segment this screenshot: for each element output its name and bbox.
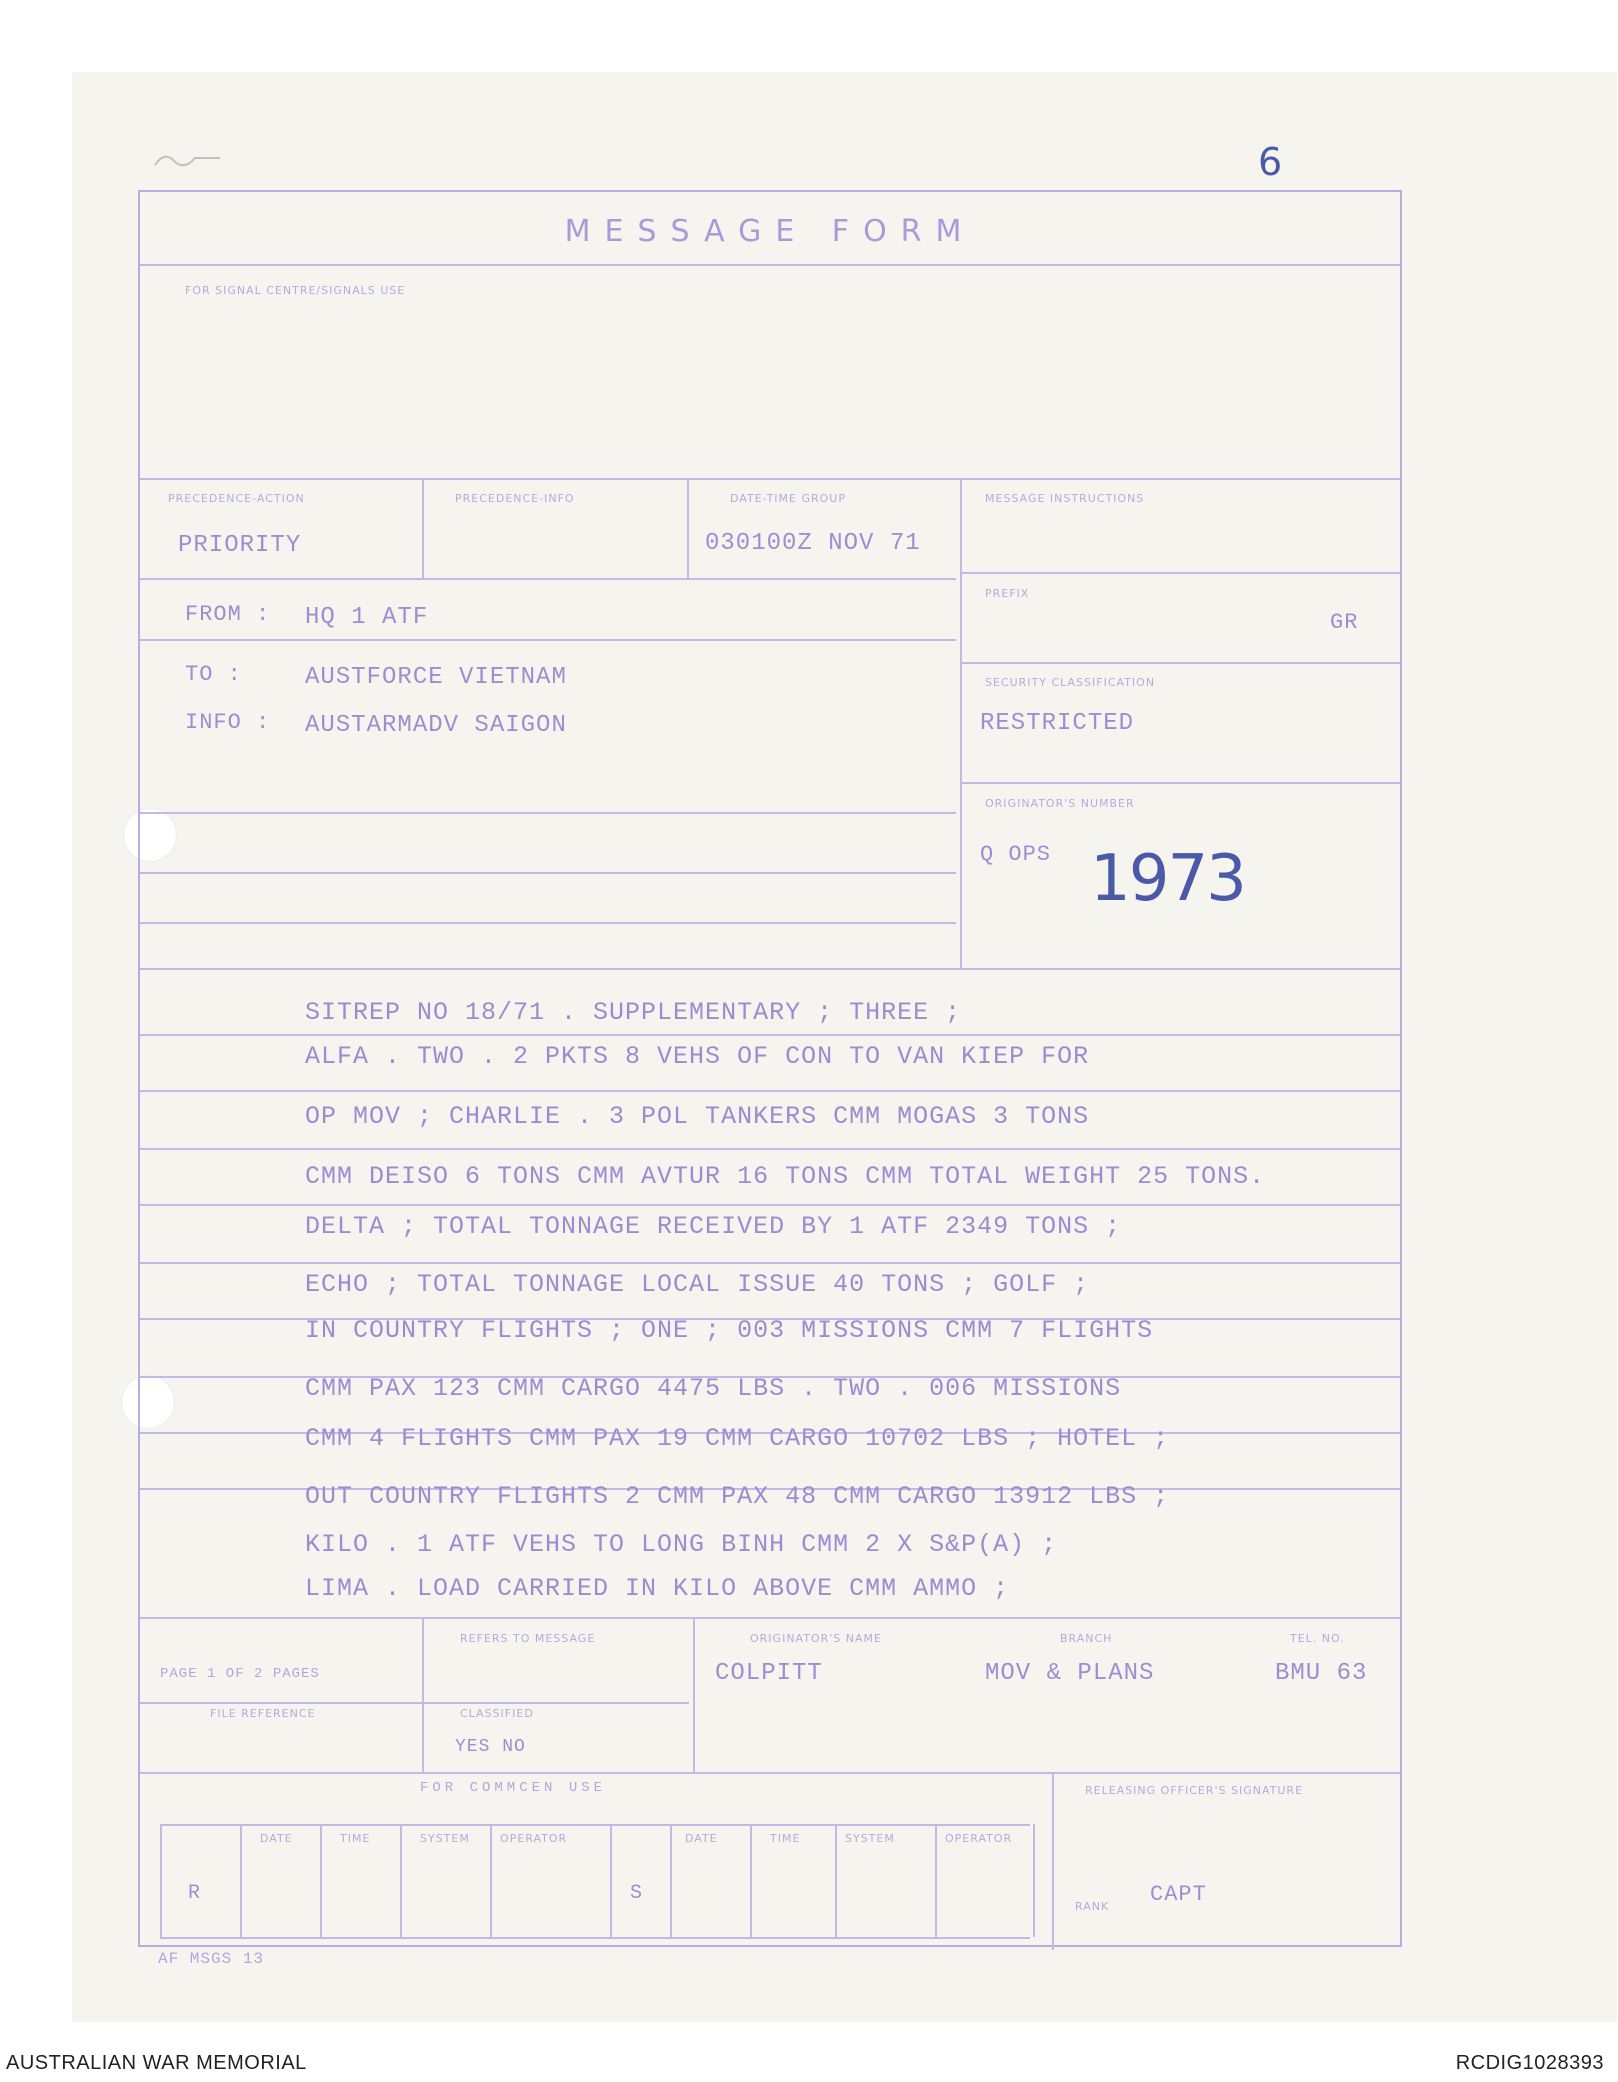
rank-label: RANK: [1075, 1900, 1110, 1913]
originators-name-value: COLPITT: [715, 1660, 823, 1687]
message-line: KILO . 1 ATF VEHS TO LONG BINH CMM 2 X S&P(A) ;: [305, 1530, 1058, 1559]
to-value: AUSTFORCE VIETNAM: [305, 664, 567, 691]
prefix-label: PREFIX: [985, 587, 1030, 600]
message-line: LIMA . LOAD CARRIED IN KILO ABOVE CMM AMMO ;: [305, 1574, 1010, 1603]
classified-label: CLASSIFIED: [460, 1707, 534, 1720]
log-header-date-r: DATE: [260, 1832, 293, 1845]
form-code: AF MSGS 13: [158, 1950, 265, 1968]
log-side-r: R: [188, 1882, 202, 1905]
log-header-operator-s: OPERATOR: [945, 1832, 1013, 1845]
originators-number-value: Q OPS: [980, 842, 1052, 867]
form-title: MESSAGE FORM: [564, 214, 976, 249]
message-line: CMM 4 FLIGHTS CMM PAX 19 CMM CARGO 10702 LBS ; HOTEL ;: [305, 1424, 1170, 1453]
rank-value: CAPT: [1150, 1882, 1207, 1907]
branch-label: BRANCH: [1060, 1632, 1113, 1645]
page-number: 6: [1258, 140, 1283, 184]
message-line: CMM DEISO 6 TONS CMM AVTUR 16 TONS CMM TOTAL WEIGHT 25 TONS.: [305, 1162, 1266, 1191]
originators-number-label: ORIGINATOR'S NUMBER: [985, 797, 1135, 810]
message-instructions-label: MESSAGE INSTRUCTIONS: [985, 492, 1145, 505]
tel-no-label: TEL. NO.: [1290, 1632, 1345, 1645]
log-header-system-r: SYSTEM: [420, 1832, 470, 1845]
refers-to-message-label: REFERS TO MESSAGE: [460, 1632, 596, 1645]
precedence-info-label: PRECEDENCE-INFO: [455, 492, 575, 505]
corner-scribble-icon: [150, 140, 230, 180]
from-label: FROM :: [185, 602, 271, 627]
branch-value: MOV & PLANS: [985, 1660, 1155, 1687]
message-line: OUT COUNTRY FLIGHTS 2 CMM PAX 48 CMM CARGO 13912 LBS ;: [305, 1482, 1170, 1511]
message-line: ALFA . TWO . 2 PKTS 8 VEHS OF CON TO VAN KIEP FOR: [305, 1042, 1090, 1071]
message-line: IN COUNTRY FLIGHTS ; ONE ; 003 MISSIONS CMM 7 FLIGHTS: [305, 1316, 1154, 1345]
message-line: SITREP NO 18/71 . SUPPLEMENTARY ; THREE ;: [305, 998, 962, 1027]
log-header-operator-r: OPERATOR: [500, 1832, 568, 1845]
classified-options: YES NO: [455, 1737, 526, 1757]
from-value: HQ 1 ATF: [305, 604, 429, 631]
dtg-label: DATE-TIME GROUP: [730, 492, 846, 505]
log-header-system-s: SYSTEM: [845, 1832, 895, 1845]
message-line: OP MOV ; CHARLIE . 3 POL TANKERS CMM MOGAS 3 TONS: [305, 1102, 1090, 1131]
prefix-value: GR: [1330, 610, 1359, 635]
info-label: INFO :: [185, 710, 271, 735]
page-of-value: PAGE 1 OF 2 PAGES: [160, 1666, 320, 1682]
precedence-action-label: PRECEDENCE-ACTION: [168, 492, 305, 505]
commcen-label: FOR COMMCEN USE: [420, 1780, 607, 1796]
info-value: AUSTARMADV SAIGON: [305, 712, 567, 739]
message-line: ECHO ; TOTAL TONNAGE LOCAL ISSUE 40 TONS ; GOLF ;: [305, 1270, 1090, 1299]
tel-no-value: BMU 63: [1275, 1660, 1368, 1687]
originators-name-label: ORIGINATOR'S NAME: [750, 1632, 882, 1645]
to-label: TO :: [185, 662, 242, 687]
dtg-value: 030100Z NOV 71: [705, 530, 921, 557]
message-line: DELTA ; TOTAL TONNAGE RECEIVED BY 1 ATF 2349 TONS ;: [305, 1212, 1122, 1241]
signals-use-label: FOR SIGNAL CENTRE/SIGNALS USE: [185, 284, 406, 297]
precedence-action-value: PRIORITY: [178, 532, 302, 559]
footer-left: AUSTRALIAN WAR MEMORIAL: [6, 2052, 307, 2074]
log-side-s: S: [630, 1882, 644, 1905]
file-reference-label: FILE REFERENCE: [210, 1707, 316, 1720]
log-header-date-s: DATE: [685, 1832, 718, 1845]
log-header-time-s: TIME: [770, 1832, 801, 1845]
security-classification-label: SECURITY CLASSIFICATION: [985, 676, 1156, 689]
footer-right: RCDIG1028393: [1455, 2052, 1604, 2074]
message-line: CMM PAX 123 CMM CARGO 4475 LBS . TWO . 006 MISSIONS: [305, 1374, 1122, 1403]
security-classification-value: RESTRICTED: [980, 710, 1135, 737]
log-header-time-r: TIME: [340, 1832, 371, 1845]
releasing-officer-label: RELEASING OFFICER'S SIGNATURE: [1085, 1784, 1304, 1797]
handwritten-number: 1973: [1090, 842, 1245, 916]
